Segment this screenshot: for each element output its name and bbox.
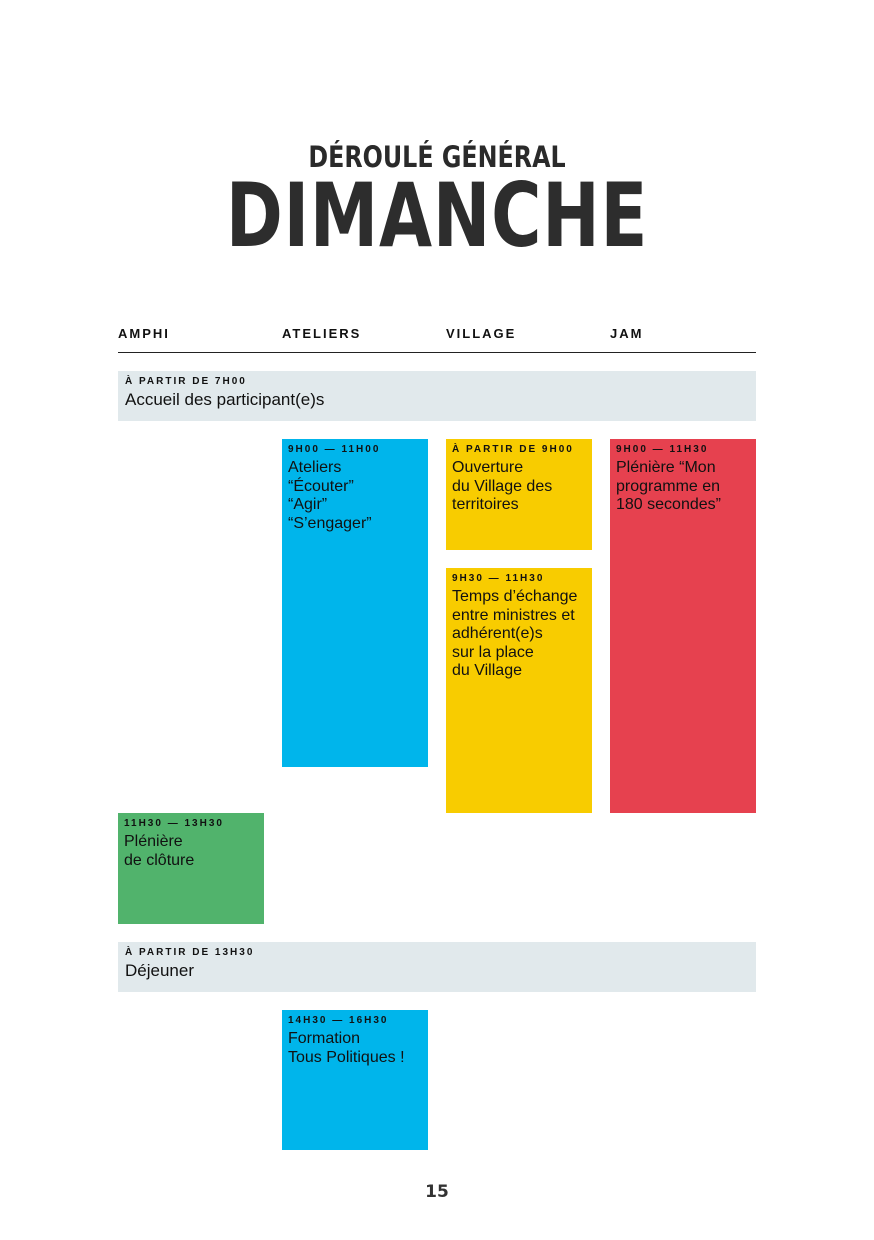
session-jam-pleniere: [610, 439, 756, 813]
session-text: Plénière “Mon programme en 180 secondes”: [616, 459, 721, 513]
page-number: 15: [425, 1182, 449, 1202]
session-ateliers-formation: [282, 1010, 428, 1150]
band-time: À PARTIR DE 13H30: [125, 947, 255, 958]
session-village-exchange: [446, 568, 592, 813]
header-divider: [118, 352, 756, 353]
session-time: 14H30 — 16H30: [288, 1015, 389, 1026]
session-time: 9H00 — 11H00: [288, 444, 381, 455]
session-time: 9H00 — 11H30: [616, 444, 709, 455]
band-text: Déjeuner: [125, 961, 194, 980]
column-header-jam: JAM: [610, 326, 644, 341]
session-text: Ouverture du Village des territoires: [452, 459, 553, 513]
session-time: 9H30 — 11H30: [452, 573, 545, 584]
page-title: DIMANCHE: [225, 164, 649, 267]
column-header-amphi: AMPHI: [118, 326, 170, 341]
column-header-village: VILLAGE: [446, 326, 517, 341]
session-text: Temps d’échange entre ministres et adhérent(e)s sur la place du Village: [452, 588, 578, 679]
session-time: 11H30 — 13H30: [124, 818, 224, 829]
session-ateliers-morning: [282, 439, 428, 767]
session-village-opening: [446, 439, 592, 550]
page-subtitle: DÉROULÉ GÉNÉRAL: [308, 140, 566, 174]
session-time: À PARTIR DE 9H00: [452, 444, 574, 455]
band-accueil: [118, 371, 756, 421]
band-text: Accueil des participant(e)s: [125, 390, 325, 409]
band-dejeuner: [118, 942, 756, 992]
session-text: Plénière de clôture: [124, 833, 195, 869]
column-header-ateliers: ATELIERS: [282, 326, 362, 341]
band-time: À PARTIR DE 7H00: [125, 376, 247, 387]
session-amphi-closing: [118, 813, 264, 924]
session-text: Formation Tous Politiques !: [288, 1030, 405, 1066]
session-text: Ateliers “Écouter” “Agir” “S’engager”: [288, 459, 372, 532]
